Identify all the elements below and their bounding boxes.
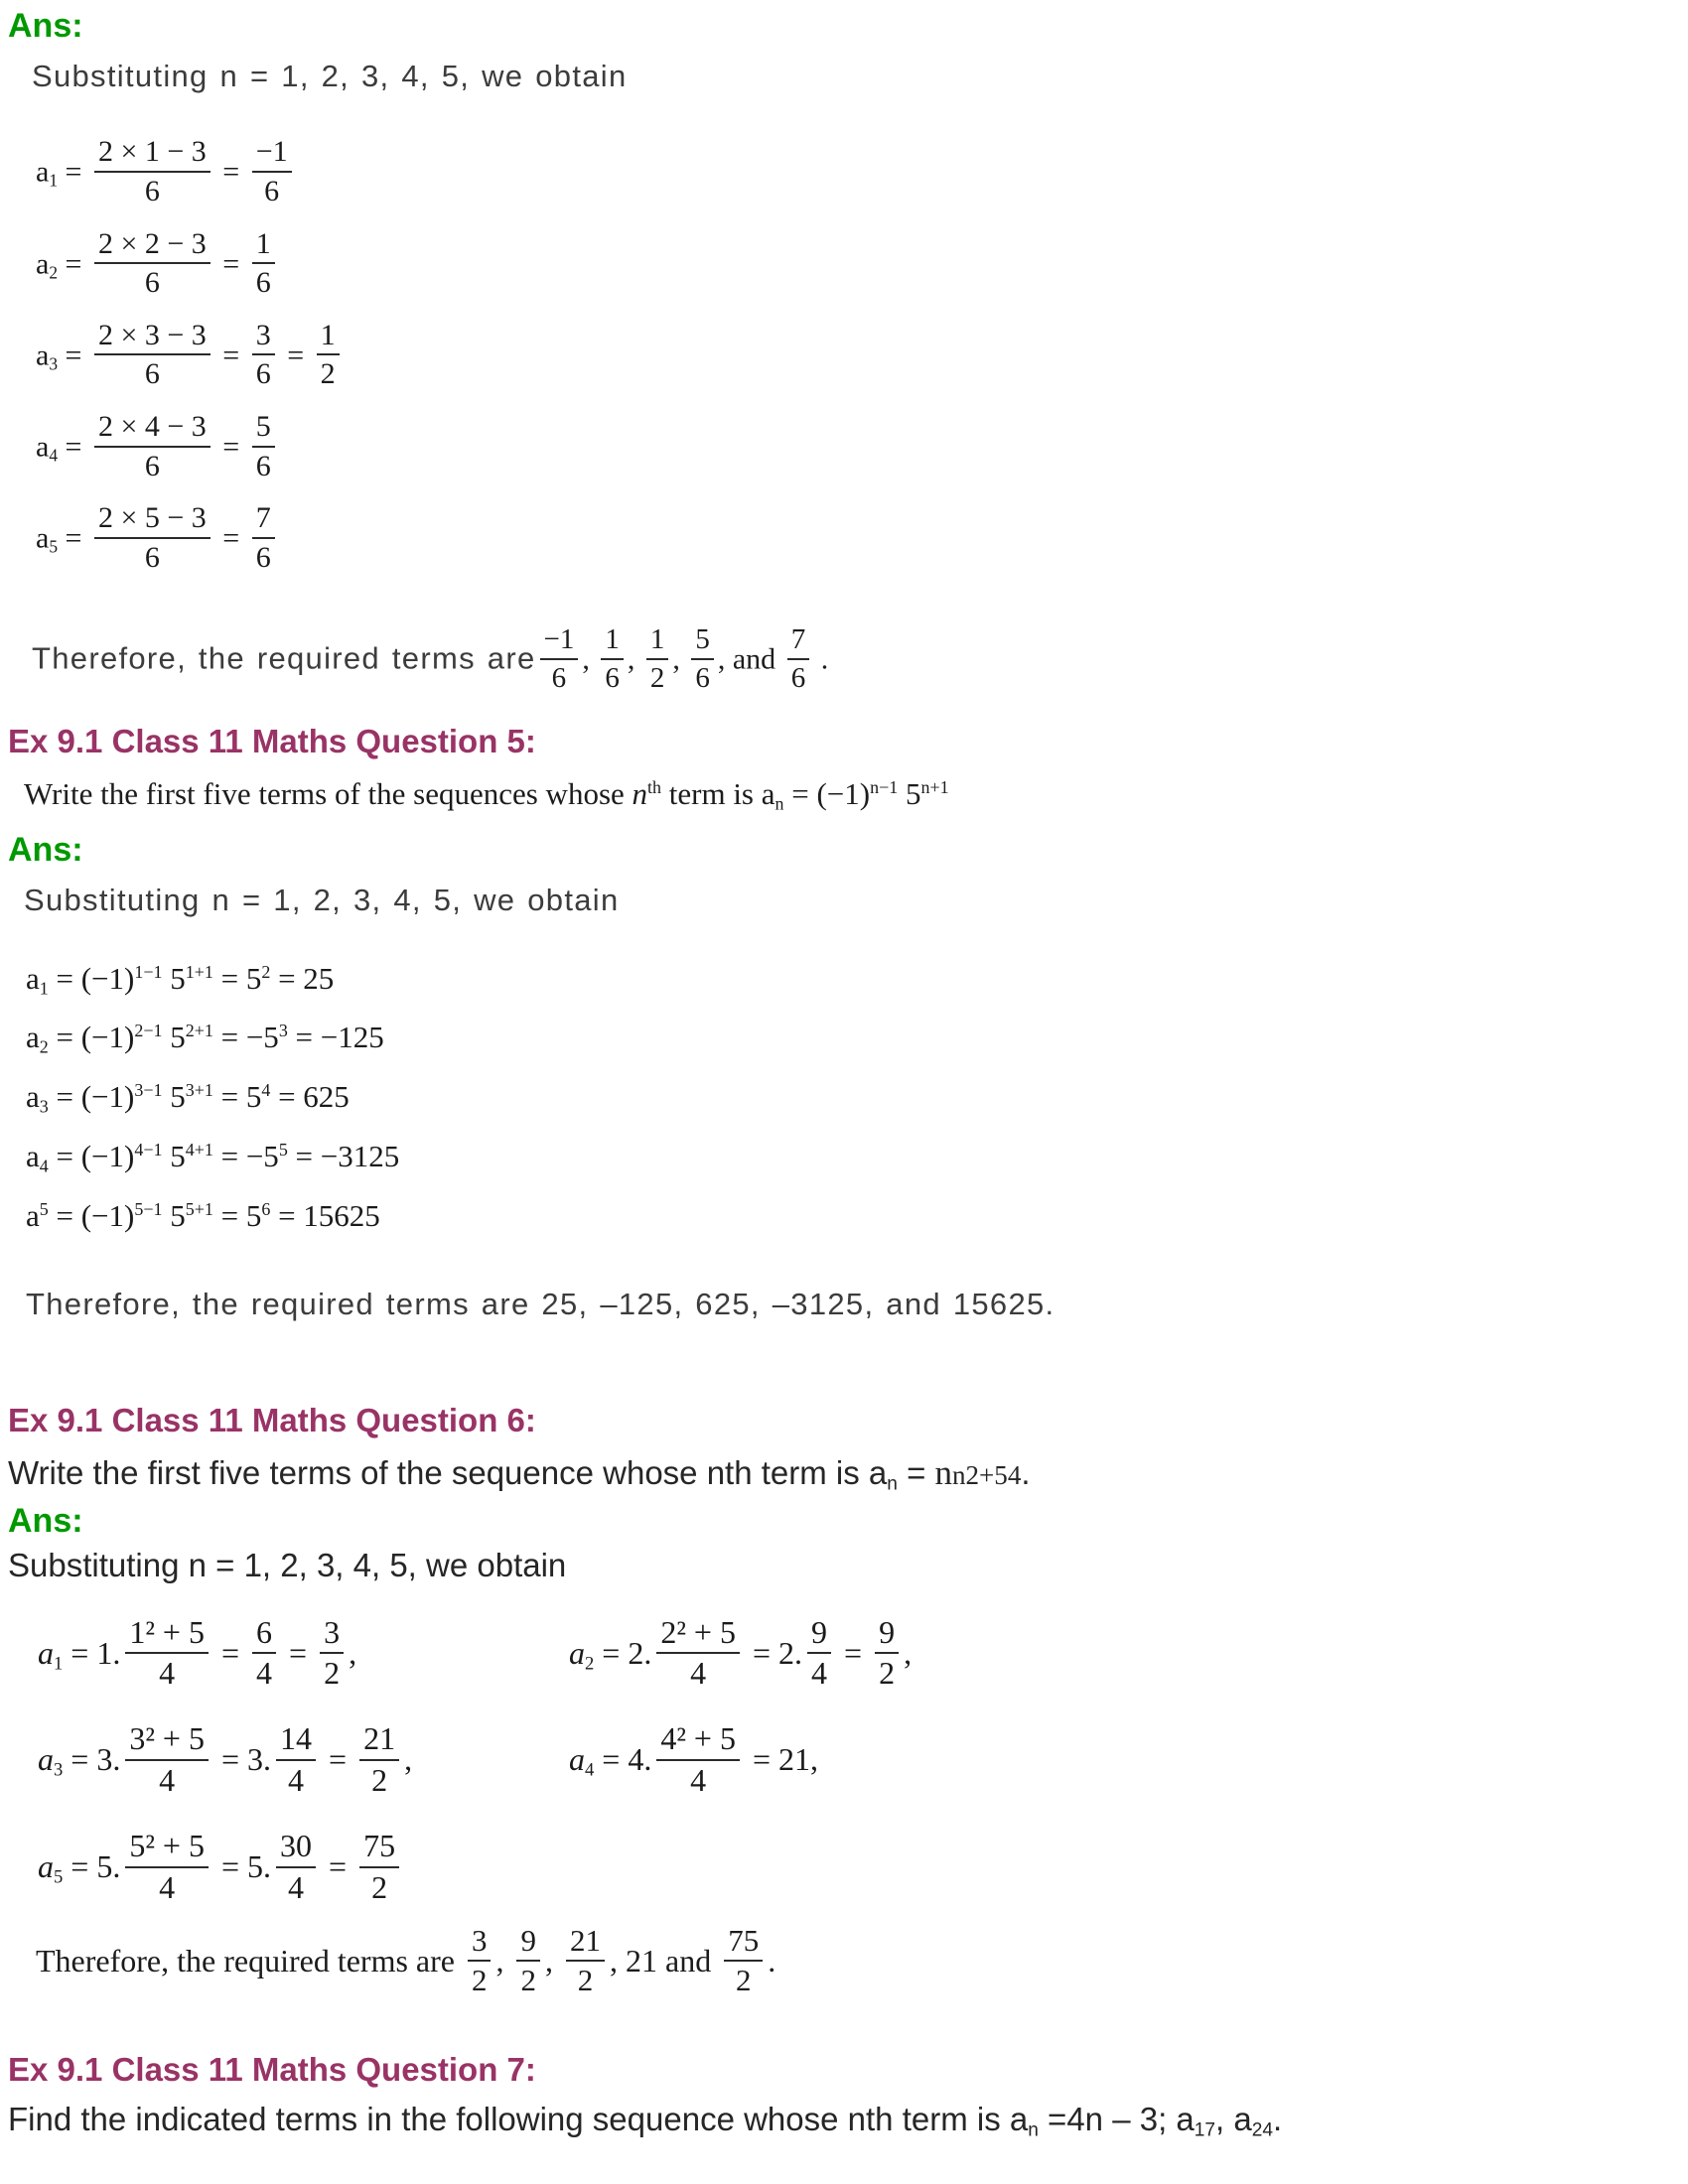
equations-block-q6 [8, 1613, 1180, 1909]
therefore-line-q6: Therefore, the required terms are $\frac{3}{2}$ , $\frac{9}{2}$ , $\frac{21}{2}$ , 21 and $\frac{75}{2}$ . [36, 1922, 776, 1998]
fraction: $\frac{\text{3² + 5}}{4}$ [125, 1721, 209, 1799]
equation-a4: $a_4 = (-1)^{4-1}$ $5^{4+1} = -5^5 = -3125$ [26, 1138, 400, 1176]
equation-a5: $a_5$ = $\frac{2 \times 5 - 3}{6}$ = $\frac{7}{6}$ [8, 504, 1668, 577]
fraction: $\frac{2 \times 5 - 3}{6}$ [94, 501, 211, 574]
fraction: $\frac{2 \times 3 - 3}{6}$ [94, 319, 211, 391]
question7-text: Find the indicated terms in the following sequence whose nth term is $a_n =4n - 3$; $a_{17}$, $a_{24}$. [8, 2100, 1283, 2141]
equation-a1: $a_1 = (-1)^{1-1}$ $5^{1+1} = 5^2 = 25$ [26, 960, 335, 998]
answer-label-q6: Ans: [8, 1502, 83, 1540]
equation-a2: $a_2$ = $\frac{2 \times 2 - 3}{6}$ = $\frac{1}{6}$ [8, 230, 1668, 303]
equation-a1: $a_1$ = $\frac{2 \times 1 - 3}{6}$ = $\frac{-1}{6}$ [8, 138, 1668, 210]
fraction: $\frac{3}{2}$ [320, 1615, 344, 1693]
fraction: $\frac{3}{2}$ [468, 1924, 492, 1998]
fraction: $\frac{21}{2}$ [566, 1924, 605, 1998]
fraction: $\frac{1}{6}$ [601, 623, 624, 694]
question5-text: Write the first five terms of the sequences whose $n^{th}$ term is $a_n = (-1)^{n-1}$ $5^{n+1}$ [24, 776, 949, 814]
fraction: $\frac{\text{5² + 5}}{4}$ [125, 1829, 209, 1906]
equation-a3: $a_3$ = $\frac{2 \times 3 - 3}{6}$ = $\frac{3}{6}$ = $\frac{1}{2}$ [8, 322, 1668, 394]
fraction: $\frac{14}{4}$ [276, 1721, 316, 1799]
fraction: $\frac{\text{2² + 5}}{4}$ [656, 1615, 740, 1693]
fraction: $\frac{3}{6}$ [252, 319, 275, 391]
equation-a5: $a^5 = (-1)^{5-1}$ $5^{5+1} = 5^6 = 15625$ [26, 1197, 380, 1233]
equation-a3: $a_3 = (-1)^{3-1}$ $5^{3+1} = 5^4 = 625$ [26, 1079, 350, 1117]
fraction: $\frac{2 \times 1 - 3}{6}$ [94, 135, 211, 207]
question6-text: Write the first five terms of the sequence whose nth term is $a_n = nn2+54$. [8, 1453, 1031, 1496]
equation-a1: $a_1 = 1$. $\frac{\text{1² + 5}}{4}$ = $\frac{6}{4}$ = $\frac{3}{2}$ , [38, 1613, 357, 1692]
substituting-line-q5: Substituting n = 1, 2, 3, 4, 5, we obtain [24, 882, 620, 917]
fraction: $\frac{\text{1² + 5}}{4}$ [125, 1615, 209, 1693]
substituting-line-q4: Substituting n = 1, 2, 3, 4, 5, we obtain [32, 59, 628, 94]
fraction: $\frac{1}{2}$ [646, 623, 669, 694]
fraction: $\frac{7}{6}$ [787, 623, 810, 694]
fraction: $\frac{5}{6}$ [252, 410, 275, 482]
equation-a2: $a_2 = (-1)^{2-1}$ $5^{2+1} = -5^3 = -125$ [26, 1020, 384, 1057]
fraction: $\frac{\text{4² + 5}}{4}$ [656, 1721, 740, 1799]
equation-a4: $a_4 = 4$. $\frac{\text{4² + 5}}{4}$ = 21, [569, 1720, 819, 1799]
fraction: $\frac{-1}{6}$ [540, 623, 579, 694]
fraction: $\frac{1}{2}$ [317, 319, 340, 391]
answer-label-q4: Ans: [8, 7, 83, 45]
equation-a5: $a_5 = 5$. $\frac{\text{5² + 5}}{4}$ = 5. $\frac{30}{4}$ = $\frac{75}{2}$ [38, 1832, 569, 1909]
answer-label-q5: Ans: [8, 831, 83, 870]
equation-spacer [569, 1832, 1180, 1909]
equations-block-q4 [8, 135, 1668, 577]
fraction: $\frac{6}{4}$ [252, 1615, 276, 1693]
fraction: $\frac{5}{6}$ [691, 623, 714, 694]
equations-block-q5 [8, 960, 1668, 1236]
fraction: $\frac{21}{2}$ [359, 1721, 399, 1799]
fraction: $\frac{30}{4}$ [276, 1829, 316, 1906]
fraction: $\frac{9}{2}$ [875, 1615, 899, 1693]
therefore-line-q5: Therefore, the required terms are 25, –125, 625, –3125, and 15625. [26, 1287, 1055, 1322]
equation-a4: $a_4$ = $\frac{2 \times 4 - 3}{6}$ = $\frac{5}{6}$ [8, 413, 1668, 485]
question6-heading: Ex 9.1 Class 11 Maths Question 6: [8, 1402, 536, 1439]
fraction: $\frac{-1}{6}$ [252, 135, 292, 207]
fraction: $\frac{9}{4}$ [807, 1615, 831, 1693]
fraction: $\frac{75}{2}$ [359, 1829, 399, 1906]
question7-heading: Ex 9.1 Class 11 Maths Question 7: [8, 2051, 536, 2089]
fraction: $\frac{75}{2}$ [724, 1924, 763, 1998]
substituting-line-q6: Substituting n = 1, 2, 3, 4, 5, we obtain [8, 1547, 567, 1584]
equation-a2: $a_2 = 2$. $\frac{\text{2² + 5}}{4}$ = 2. $\frac{9}{4}$ = $\frac{9}{2}$ , [569, 1613, 913, 1692]
fraction: $\frac{7}{6}$ [252, 501, 275, 574]
fraction: $\frac{1}{6}$ [252, 227, 275, 300]
fraction: $\frac{2 \times 2 - 3}{6}$ [94, 227, 211, 300]
therefore-line-q4: Therefore, the required terms are $\frac{-1}{6}$ , $\frac{1}{6}$ , $\frac{1}{2}$ , $\frac{5}{6}$ , and $\frac{7}{6}$ . [32, 623, 829, 694]
equation-a3: $a_3 = 3$. $\frac{\text{3² + 5}}{4}$ = 3. $\frac{14}{4}$ = $\frac{21}{2}$ , [38, 1720, 413, 1799]
question5-heading: Ex 9.1 Class 11 Maths Question 5: [8, 723, 536, 760]
fraction: $\frac{9}{2}$ [516, 1924, 540, 1998]
fraction: $\frac{2 \times 4 - 3}{6}$ [94, 410, 211, 482]
